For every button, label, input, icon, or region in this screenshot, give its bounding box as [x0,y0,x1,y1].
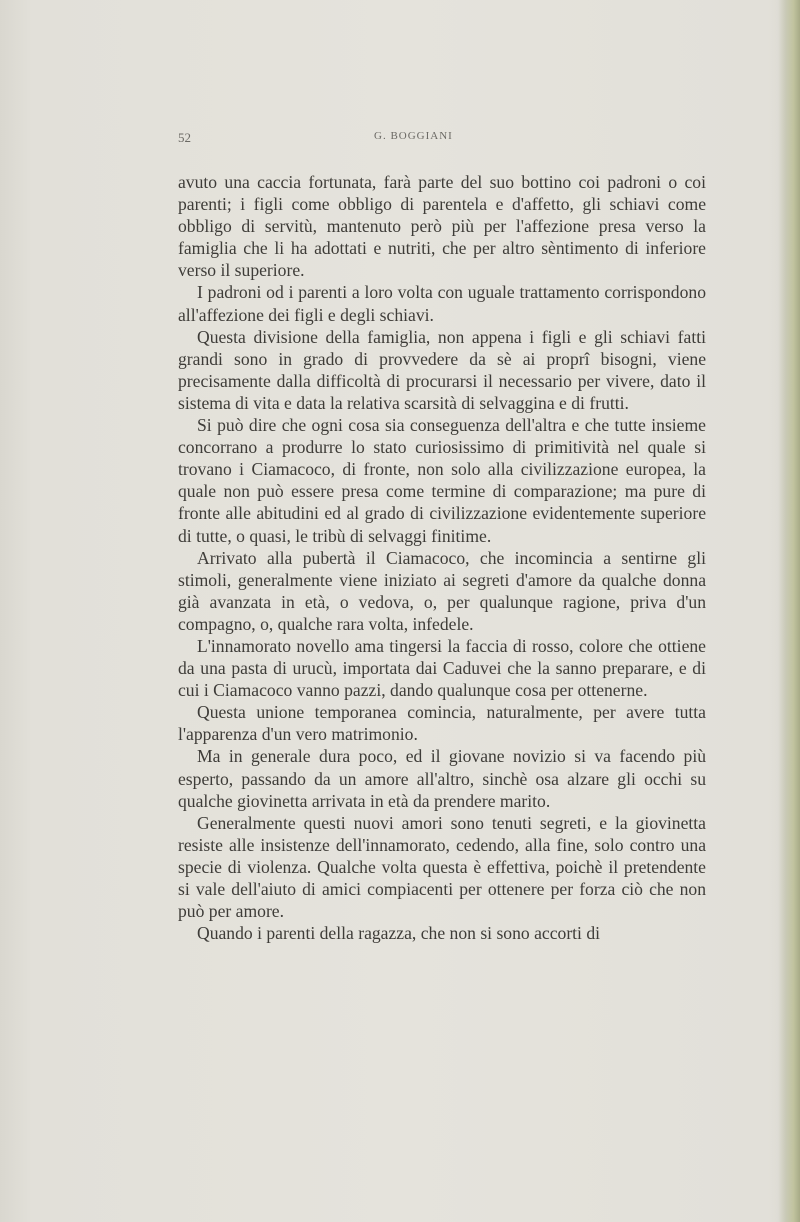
page-number: 52 [178,130,191,145]
paragraph: I padroni od i parenti a loro volta con uguale trattamento corrispondono all'affezione dei figli e degli schiavi. [178,282,706,325]
paragraph: Ma in generale dura poco, ed il giovane novizio si va facendo più esperto, passando da un amore all'altro, sinchè osa alzare gli occhi su qualche giovinetta arrivata in età da prendere marito. [178,746,706,811]
paragraph: Si può dire che ogni cosa sia conseguenza dell'altra e che tutte insieme concorrano a produrre lo stato curiosissimo di primitività nel quale si trovano i Ciamacoco, di fronte, non solo alla civilizzazione europea, la quale non può essere presa come termine di comparazione; ma pure di fronte alle abitudini ed al grado di civilizzazione evidentemente superiore di tutte, o quasi, le tribù di selvaggi finitime. [178,415,706,546]
page-edge-shadow [778,0,800,1222]
page-header [178,130,706,152]
paragraph: Quando i parenti della ragazza, che non si sono accorti di [197,923,601,944]
paragraph: Arrivato alla pubertà il Ciamacoco, che incomincia a sentirne gli stimoli, generalmente viene iniziato ai segreti d'amore da qualche donna già avanzata in età, o vedova, o, per qualunque ragione, priva d'un compagno, o, qualche rara volta, infedele. [178,547,706,634]
paragraph: avuto una caccia fortunata, farà parte del suo bottino coi padroni o coi parenti; i figli come obbligo di parentela e d'affetto, gli schiavi come obbligo di servitù, mantenuto però più per l'affezione presa verso la famiglia che li ha adottati e nutriti, che per altro sèntimento di inferiore verso il superiore. [178,172,706,281]
paragraph: Questa unione temporanea comincia, naturalmente, per avere tutta l'apparenza d'un vero matrimonio. [178,702,706,745]
paragraph: L'innamorato novello ama tingersi la faccia di rosso, colore che ottiene da una pasta di urucù, importata dai Caduvei che la sanno preparare, e di cui i Ciamacoco vanno pazzi, dando qualunque cosa per ottenerne. [178,635,706,701]
running-head: G. BOGGIANI [374,130,453,142]
paragraph: Generalmente questi nuovi amori sono tenuti segreti, e la giovinetta resiste alle insistenze dell'innamorato, cedendo, alla fine, solo contro una specie di violenza. Qualche volta questa è effettiva, poichè il pretendente si vale dell'aiuto di amici compiacenti per ottenere per forza ciò che non può per amore. [178,812,706,922]
body-text [178,171,706,944]
paragraph: Questa divisione della famiglia, non appena i figli e gli schiavi fatti grandi sono in grado di provvedere da sè ai proprî bisogni, viene precisamente dalla difficoltà di procurarsi il necessario per vivere, dato il sistema di vita e data la relativa scarsità di selvaggina e di frutti. [178,326,706,413]
